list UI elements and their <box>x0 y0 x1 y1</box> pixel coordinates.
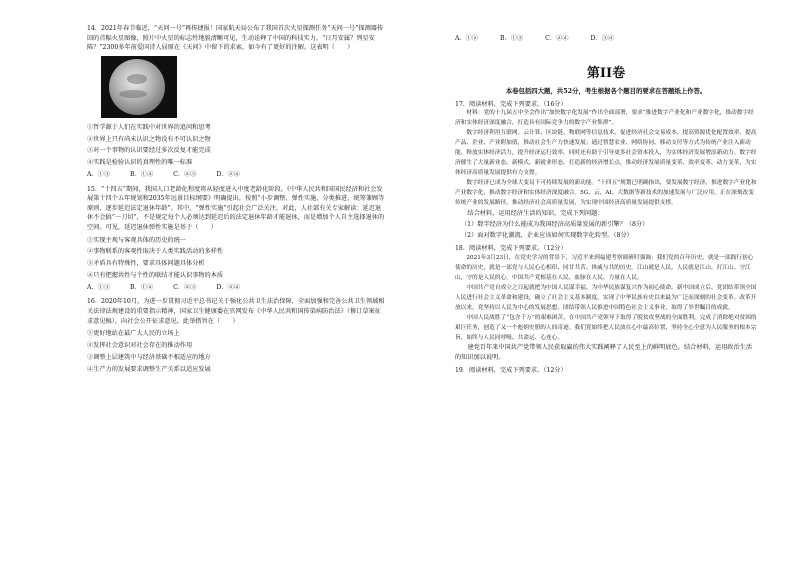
choice-a: A．①③ <box>87 283 111 291</box>
q15-option: ②事物联系的客观性取决于人类实践活动的多样性 <box>87 248 224 256</box>
choice-a: A．①② <box>455 35 479 42</box>
q18-lead: 建党百年来中国共产党带领人民获取赢的伟大实践阐释了人民至上的鲜明底色。结合材料，运用政治生活的知识加以说明。 <box>455 344 753 362</box>
q16-option: ③调整上层建筑中与经济基础不相适应的地方 <box>87 353 211 361</box>
choice-a: A．①③ <box>87 170 111 178</box>
right-column <box>455 24 757 375</box>
choice-c: C．②④ <box>545 35 569 42</box>
mars-image <box>101 56 177 118</box>
q15-option: ①实现主观与客观具体的历史的统一 <box>87 236 186 244</box>
choice-c: C．②③ <box>173 283 197 291</box>
q14-option: ③对一个事物的认识要经过多次反复才能完成 <box>87 147 211 155</box>
q17-material: 材料：党的十九届五中全会作出“加快数字化发展”作出全面部署，要求“推进数字产业化和产业数字化，推动数字经济和实体经济深度融合，打造具有国际竞争力的数字产业集群”。 <box>455 110 754 127</box>
choice-c: C．②③ <box>173 170 197 178</box>
choice-d: D．②④ <box>216 170 240 178</box>
q15-stem: 15．“十四五”期间，我国人口老龄化程度将从轻度进入中度老龄化阶段。《中华人民共和国国民经济和社会发展第十四个五年规划和2035年远景目标纲要》明确提出，按照“小步调整、弹性实施、分类推进、统筹兼顾等原则，逐步延迟法定退休年龄”。其中，“弹性实施”引起社会广泛关注，对此，人社部有关专家解读：延迟退休不会搞“一刀切”，不是规定每个人必须达到延迟后的法定退休年龄才能退休，而是增加个人自主选择退休的空间。可见，延迟退休弹性实施是基于（ ） <box>87 185 385 231</box>
q19-stem: 19．阅读材料，完成下列要求。（12分） <box>455 366 567 374</box>
mars-surface-feature <box>119 90 147 98</box>
q16-option: ④生产力的发展要求调整生产关系以适应发展 <box>87 365 211 373</box>
choice-b: B．①③ <box>500 35 524 42</box>
volume-title: 第II卷 <box>586 65 626 81</box>
choice-b: B．①④ <box>130 283 154 291</box>
q15-choices <box>87 283 387 293</box>
q18-material: 2021年3月23日，在党史学习的背景下，习近平来到福建考察调研时强调：我们党的百年历史，就是一部践行初心使命的历史，就是一部党与人民心心相印、同甘共苦、休戚与共的历史。江山就是人民，人民就是江山。打江山、守江山，守的是人民的心。中国共产党根基在人民、血脉在人民、力量在人民。 <box>455 254 754 281</box>
q18-material: 中国共产党自成立之日起就把为中国人民谋幸福、为中华民族谋复兴作为初心使命。新中国成立后，党团结带领全国人民进行社会主义革命和建设，确立了社会主义基本制度，实现了中华民族有史以来最为广泛而深刻的社会变革。改革开放以来，党坚持以人民为中心的发展思想，团结带领人民推进中国特色社会主义事业，取得了举世瞩目的成就。 <box>455 284 757 311</box>
q17-subquestion: （1）数字经济为什么能成为我国经济高质量发展的新引擎？（8分） <box>461 220 649 228</box>
q14-choices <box>87 170 387 180</box>
q16-stem: 16．2020年10月，为进一步贯彻习近平总书记关于强化公共卫生法治保障，全面加强和完善公共卫生领域相关法律法规建设的重要指示精神，国家卫生健康委在官网发布《中华人民共和国传染病防治法》（修订草案征求意见稿），向社会公开征求意见。此举措旨在（ ） <box>87 298 385 325</box>
q14-option: ②世界上只有尚未认识之物没有不可认识之物 <box>87 135 211 143</box>
q14-stem: 14．2021年春节临近，“天问一号”再传捷报！国家航天局公布了我国首次火星探测任务“天问一号”探测器传回的首幅火星图像，照片中火星的标志性地貌清晰可见，生动诠释了中国的科技实力。“日月安属？列星安陈？”2300多年前爱国诗人屈原在《天问》中留下的求索，如今有了更好的注解。这表明（ ） <box>87 25 384 52</box>
q15-option: ③矛盾具有特殊性，要求具体问题具体分析 <box>87 260 205 268</box>
choice-d: D．③④ <box>590 35 614 42</box>
q16-choices <box>455 34 757 44</box>
q18-material: 中国人民战胜了“包含千万”的艰难困苦，在中国共产党领导下取得了脱贫攻坚战的全面胜利，完成了消除绝对贫困的艰巨任务，创造了又一个彪炳史册的人间奇迹。我们党始终把人民放在心中最高位置，坚持全心全意为人民服务的根本宗旨，始终与人民同呼吸、共命运、心连心。 <box>455 314 757 341</box>
q17-lead: 结合材料，运用经济生活的知识，完成下列问题： <box>467 209 604 217</box>
mars-disk <box>109 59 165 115</box>
left-column <box>87 24 387 375</box>
q17-subquestion: （2）面对数字化潮流，企业应该如何实现数字化转型。（8分） <box>461 232 633 240</box>
choice-d: D．②④ <box>216 283 240 291</box>
mars-surface-feature <box>127 74 147 84</box>
q14-option: ④实践是检验认识的真理性的唯一标准 <box>87 159 193 167</box>
q16-option: ①更好地站在最广大人民的立场上 <box>87 330 180 338</box>
q16-option: ②发挥社会意识对社会存在的推动作用 <box>87 341 193 349</box>
choice-b: B．①④ <box>130 170 154 178</box>
q15-option: ④只有把握共性与个性的联结才能认识事物的本质 <box>87 271 224 279</box>
q17-material: 数字经济已成为全球大变局下可持续发展的新动能。“十四五”规划已明确指出，要发展数字经济，推进数字产业化和产业数字化，推动数字经济和实体经济深度融合。5G、云、AI、大数据等新技术的加速发展与广泛应用，正在深刻改变传统产业的发展路径，推动经济社会高质量发展，为实现中国经济高质量发展提供支撑。 <box>455 180 757 206</box>
q18-stem: 18．阅读材料，完成下列要求。（12分） <box>455 245 567 253</box>
volume-subtitle: 本卷包括四大题，共52分，考生根据各个题目的要求在答题纸上作答。 <box>505 86 707 95</box>
q17-material: 数字经济利用互联网、云计算、区块链、物联网等信息技术，促进经济社会交易成本，提高资源优化配置效率，提高产品、企业、产业附加值，推动社会生产力快速发展；通过智慧农业、网络协同、移动支付等方式为传统产业注入新动能，释放实体经济活力，提升经济运行效率。同时还有助于引导更多社会资本投入，为实体经济发展增添新动力。数字经济催生了大量新业态、新模式、新就业形态，打造新的经济增长点，推动经济发展质量变革、效率变革、动力变革，为实体经济高质量发展提供有力支撑。 <box>455 130 757 177</box>
q17-stem: 17．阅读材料，完成下列要求。（16分） <box>455 100 567 108</box>
q14-option: ①哲学源于人们在实践中对世界的追问和思考 <box>87 123 211 131</box>
